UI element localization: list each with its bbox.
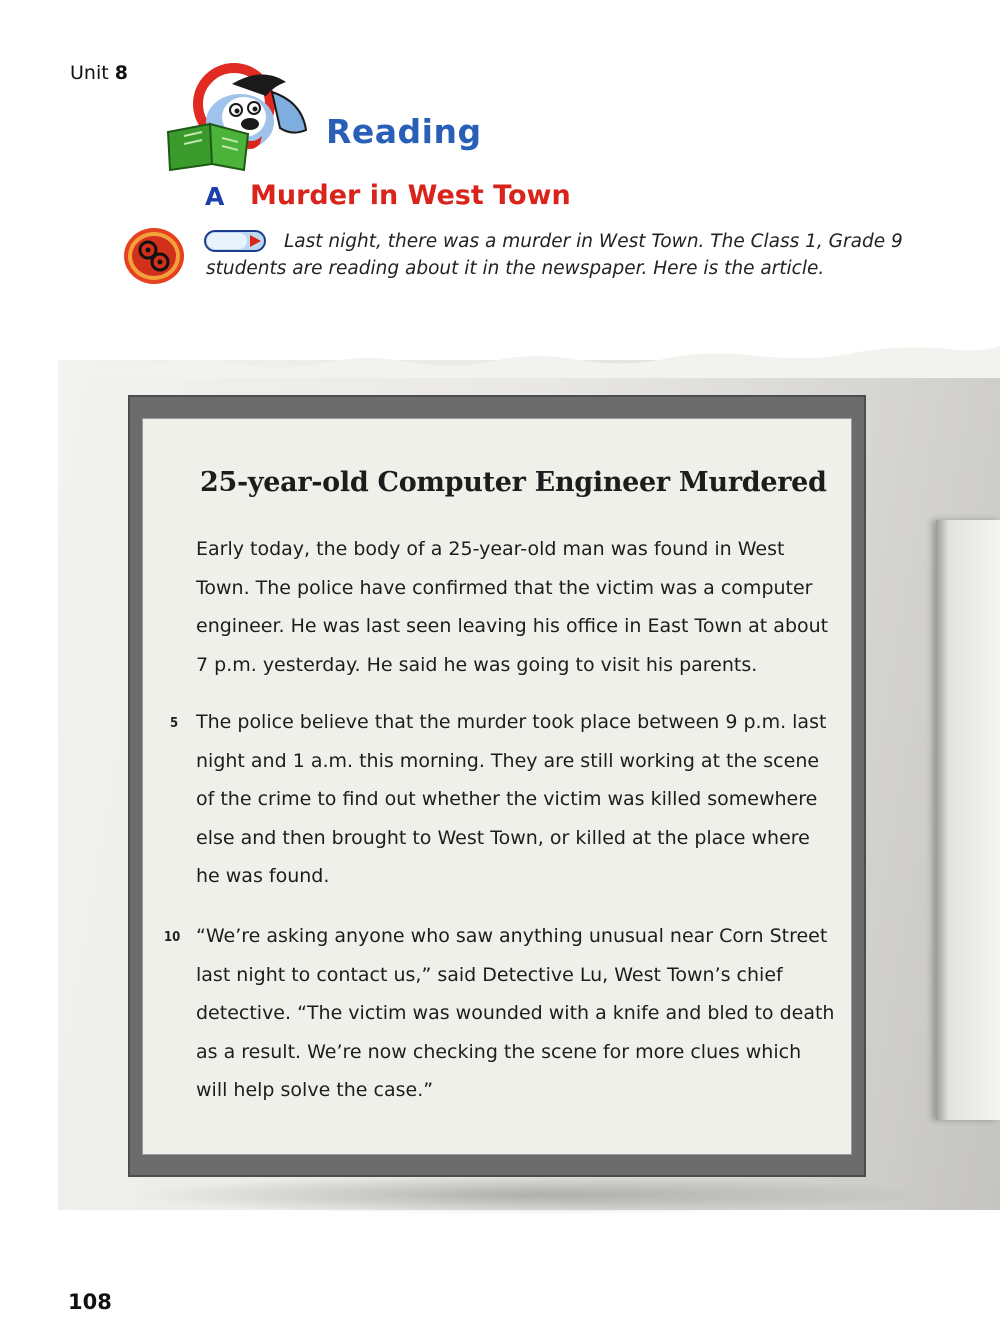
line-number-5: 5 [170,716,179,731]
unit-number: 8 [114,62,128,84]
book-edge [936,520,1000,1120]
line-number-10: 10 [164,930,181,945]
paper-shadow [130,1175,930,1215]
unit-label [70,62,128,84]
dog-reading-book-icon [162,62,322,172]
page-number: 108 [68,1290,112,1314]
intro-text: Last night, there was a murder in West Town. The Class 1, Grade 9 students are reading about it in the newspaper. Here is the article. [206,231,903,279]
cd-icon[interactable] [122,226,186,286]
article-headline: 25-year-old Computer Engineer Murdered [200,467,827,498]
article-paragraph-1: Early today, the body of a 25-year-old man was found in West Town. The police have confirmed that the victim was a computer engineer. He was last seen leaving his office in East Town at about 7 p.m. yesterday. He said he was going to visit his parents. [196,538,829,676]
reading-heading: Reading [326,112,482,151]
article-paragraph-2: The police believe that the murder took place between 9 p.m. last night and 1 a.m. this morning. They are still working at the scene of the crime to find out whether the victim was killed somewhere else and then brought to West Town, or killed at the place where he was found. [196,711,827,887]
section-letter: A [205,182,225,211]
article-paragraph-3: “We’re asking anyone who saw anything unusual near Corn Street last night to contact us,” said Detective Lu, West Town’s chief detective. “The victim was wounded with a knife and bled to death as a result. We’re now checking the scene for more clues which will help solve the case.” [196,925,835,1101]
section-title: Murder in West Town [250,180,571,211]
unit-label-text: Unit [70,62,109,84]
newspaper-torn-edge [58,342,1000,378]
